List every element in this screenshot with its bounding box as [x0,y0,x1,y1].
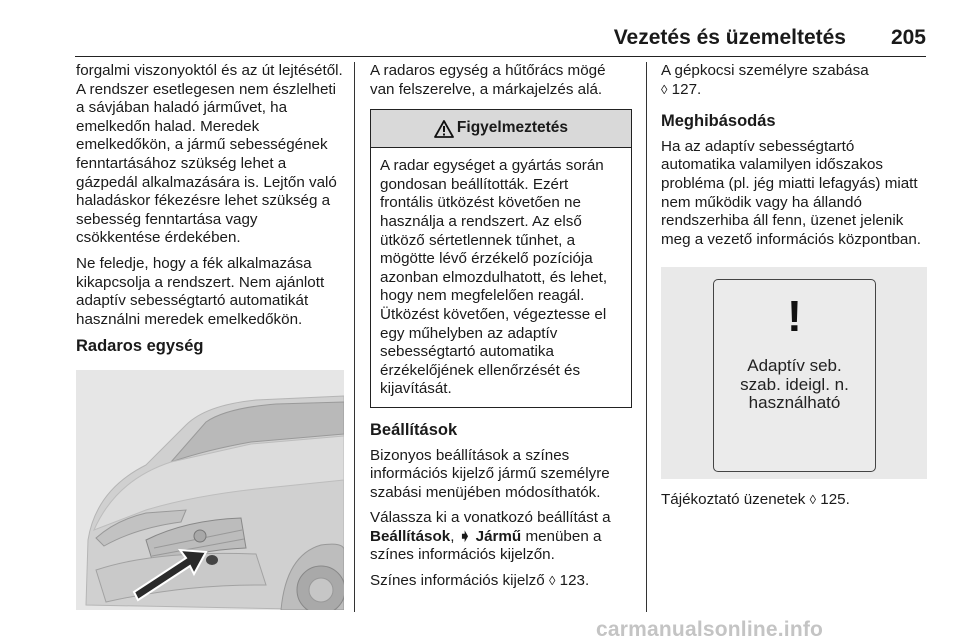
section-heading-malfunction: Meghibásodás [661,112,776,131]
column-divider [646,62,647,612]
paragraph: forgalmi viszonyoktól és az út lejtésétől. A rendszer esetlegesen nem észlelheti a sávjában haladó járművet, ha emelkedőn halad. Meredek emelkedőkön, a jármű sebességének fenntartásához szükség lehet a gázpedál alkalmazására is. Lejtőn való haladáskor fékezésre lehet szükség a sebesség fenntartása vagy csökkentése érdekében. [76,62,343,247]
warning-title: Figyelmeztetés [456,119,569,137]
crossref-icon: ◊ [548,573,556,589]
watermark: carmanualsonline.info [596,618,824,641]
column-left [76,62,344,610]
column-divider [354,62,355,612]
text: A gépkocsi személyre szabása [661,62,869,79]
menu-label-settings: Beállítások [370,527,451,545]
warning-header [371,110,631,148]
paragraph: A radaros egység a hűtőrács mögé van felszerelve, a márkajelzés alá. [370,62,606,98]
car-radar-illustration [76,370,344,610]
paragraph: Ha az adaptív sebességtartó automatika valamilyen időszakos probléma (pl. jég miatti lefagyás) miatt nem működik vagy ha állandó rendszerhiba áll fenn, üzenet jelenik meg a vezető információs központban. [661,137,922,248]
page-title: Vezetés és üzemeltetés [613,26,846,49]
paragraph [370,572,632,591]
page-header [0,26,926,56]
header-divider [75,56,926,57]
column-middle [370,62,632,598]
warning-triangle-icon [434,120,454,138]
paragraph: Bizonyos beállítások a színes információs kijelző jármű személyre szabási menüjében módosíthatók. [370,446,610,501]
text: Válassza ki a vonatkozó beállítást a [370,509,611,527]
page-reference[interactable]: 123. [559,572,590,590]
paragraph: Ne feledje, hogy a fék alkalmazása kikapcsolja a rendszert. Nem ajánlott adaptív sebességtartó automatikát használni meredek emelkedőkön. [76,254,325,328]
text: Színes információs kijelző [370,572,549,590]
arrow-right-icon: ➧ [458,527,472,545]
display-message-line: használható [748,393,841,413]
page-reference[interactable]: 127. [671,80,702,98]
display-message-line: szab. ideigl. n. [740,374,849,394]
text: menüben a színes információs kijelzőn. [370,527,602,564]
crossref-icon: ◊ [661,81,668,97]
info-display-screen [713,279,876,472]
section-heading-settings: Beállítások [370,420,458,439]
exclamation-icon: ! [787,292,802,342]
warning-box [370,109,632,408]
page-number: 205 [890,26,926,49]
paragraph [661,491,925,510]
display-message-line: Adaptív seb. [747,356,842,376]
text: Tájékoztató üzenetek [661,491,810,509]
car-front-illustration [76,370,344,610]
menu-label-vehicle: Jármű [475,527,522,545]
page-reference[interactable]: 125. [820,491,850,509]
text: , [450,527,459,545]
section-heading-radar: Radaros egység [76,337,204,356]
paragraph [661,62,925,99]
driver-info-display-illustration [661,267,927,479]
paragraph [370,509,632,565]
column-right [661,62,925,517]
crossref-icon: ◊ [809,492,817,508]
warning-text: A radar egységet a gyártás során gondosan beállították. Ezért frontális ütközést követően ne használja a rendszert. Az első ütköző sértetlennek tűnhet, a mögötte lévő érzékelő pozíciója azonban elmozdulhatott, és lehet, hogy nem megfelelően reagál. Ütközést követően, végeztesse el egy műhelyben az adaptív sebességtartó automatika érzékelőjének ellenőrzését és kijavítását. [380,157,608,398]
display-message [714,357,875,413]
